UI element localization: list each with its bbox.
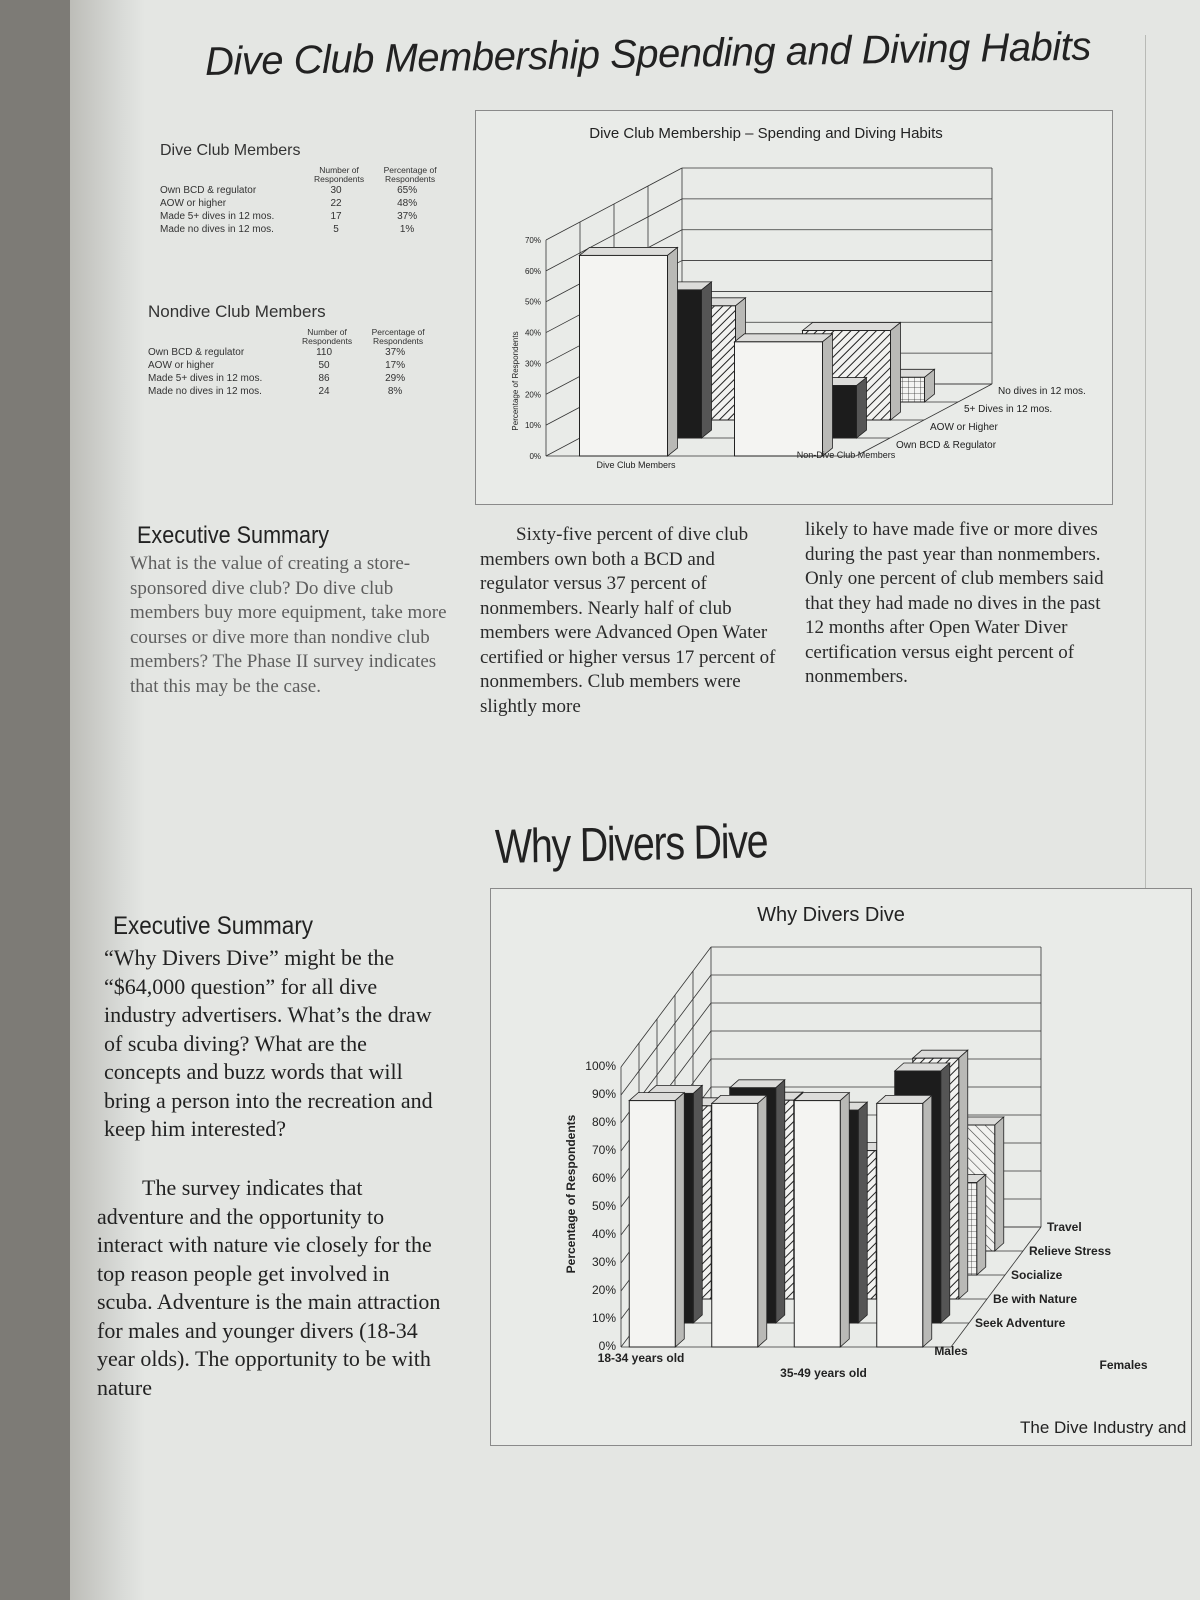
y-tick-label: 20% bbox=[591, 1283, 616, 1297]
x-tick-label: Non-Dive Club Members bbox=[796, 450, 896, 460]
row-number: 30 bbox=[330, 185, 342, 196]
y-axis-label: Percentage of Respondents bbox=[511, 331, 520, 431]
y-tick-label: 0% bbox=[598, 1339, 616, 1353]
y-tick-label: 10% bbox=[524, 421, 541, 431]
y-axis-label: Percentage of Respondents bbox=[564, 1114, 578, 1274]
table-row bbox=[160, 210, 448, 223]
y-tick-label: 30% bbox=[524, 359, 541, 369]
page-footer: The Dive Industry and bbox=[1020, 1418, 1187, 1437]
y-tick-label: 100% bbox=[585, 1059, 616, 1073]
y-tick-label: 20% bbox=[524, 390, 541, 400]
row-number: 86 bbox=[318, 373, 330, 384]
x-tick-label: Males bbox=[934, 1344, 968, 1358]
y-tick-label: 90% bbox=[591, 1087, 616, 1101]
row-number: 5 bbox=[333, 224, 339, 235]
row-percent: 17% bbox=[385, 360, 406, 371]
row-label: Made no dives in 12 mos. bbox=[148, 386, 262, 397]
y-tick-label: 80% bbox=[591, 1115, 616, 1129]
legend-label: 5+ Dives in 12 mos. bbox=[964, 404, 1053, 415]
table-row bbox=[148, 359, 436, 372]
y-tick-label: 30% bbox=[591, 1255, 616, 1269]
summary-column-3: likely to have made five or more dives during the past year than nonmembers. Only one percent of club members said that they had made no dives in the past 12 months after Open Water Diver certification versus eight percent of nonmembers. bbox=[805, 519, 1104, 687]
legend-label: AOW or Higher bbox=[930, 422, 998, 433]
summary-heading-2: Executive Summary bbox=[113, 912, 314, 940]
club-members-table bbox=[160, 142, 448, 236]
x-tick-label: Dive Club Members bbox=[596, 460, 676, 470]
nonclub-col-percent: Percentage of Respondents bbox=[371, 327, 425, 346]
y-tick-label: 40% bbox=[591, 1227, 616, 1241]
table-row bbox=[160, 223, 448, 236]
summary2-paragraph-1: “Why Divers Dive” might be the “$64,000 question” for all dive industry advertisers. What’s the draw of scuba diving? What are the concepts and buzz words that will bring a person into the recreation and keep him interested? bbox=[104, 945, 433, 1141]
club-table-title: Dive Club Members bbox=[160, 142, 301, 159]
legend-label: Seek Adventure bbox=[975, 1316, 1066, 1330]
row-number: 50 bbox=[318, 360, 330, 371]
nonclub-members-table bbox=[148, 302, 436, 398]
why-divers-dive-chart-svg bbox=[491, 889, 1191, 1445]
row-label: AOW or higher bbox=[148, 360, 215, 371]
section-title: Why Divers Dive bbox=[494, 815, 768, 874]
x-tick-label: 18-34 years old bbox=[597, 1351, 685, 1365]
y-tick-label: 60% bbox=[524, 266, 541, 276]
row-number: 110 bbox=[316, 347, 333, 358]
legend-label: Own BCD & Regulator bbox=[896, 440, 997, 451]
y-tick-label: 10% bbox=[591, 1311, 616, 1325]
legend-label: Socialize bbox=[1011, 1268, 1063, 1282]
nonclub-col-number: Number of Respondents bbox=[302, 327, 353, 346]
row-label: Own BCD & regulator bbox=[148, 347, 245, 358]
club-col-number: Number of Respondents bbox=[314, 165, 365, 184]
table-row bbox=[148, 385, 436, 398]
legend-label: Be with Nature bbox=[993, 1292, 1078, 1306]
row-percent: 8% bbox=[387, 386, 403, 397]
row-number: 24 bbox=[318, 386, 330, 397]
dive-club-chart bbox=[475, 110, 1113, 505]
row-percent: 37% bbox=[385, 347, 406, 358]
nonclub-table-title: Nondive Club Members bbox=[148, 302, 326, 321]
why-divers-dive-chart bbox=[490, 888, 1192, 1446]
summary2-paragraph-2: The survey indicates that adventure and the opportunity to interact with nature vie closely for the top reason people get involved in scuba. Adventure is the main attraction for males and younger divers (18-34 year olds). The opportunity to be with nature bbox=[97, 1175, 441, 1400]
row-label: Made no dives in 12 mos. bbox=[160, 224, 274, 235]
summary-column-1: What is the value of creating a store-sponsored dive club? Do dive club members buy more equipment, take more courses or dive more than nondive club members? The Phase II survey indicates that this may be the case. bbox=[130, 553, 447, 697]
legend-label: Travel bbox=[1047, 1220, 1082, 1234]
row-percent: 48% bbox=[397, 198, 418, 209]
y-tick-label: 40% bbox=[524, 328, 541, 338]
row-label: AOW or higher bbox=[160, 198, 227, 209]
bar bbox=[877, 1095, 932, 1347]
table-row bbox=[160, 184, 448, 197]
y-tick-label: 50% bbox=[591, 1199, 616, 1213]
row-label: Own BCD & regulator bbox=[160, 185, 257, 196]
bar bbox=[629, 1093, 684, 1347]
y-tick-label: 0% bbox=[529, 452, 541, 461]
row-percent: 29% bbox=[385, 373, 406, 384]
table-row bbox=[148, 372, 436, 385]
table-row bbox=[160, 197, 448, 210]
summary-column-2: Sixty-five percent of dive club members own both a BCD and regulator versus 37 percent of nonmembers. Nearly half of club members were Advanced Open Water certified or higher versus 17 percent of nonmembers. Club members were slightly more bbox=[480, 524, 776, 717]
y-tick-label: 70% bbox=[524, 236, 541, 245]
legend-label: No dives in 12 mos. bbox=[998, 386, 1086, 397]
row-percent: 1% bbox=[399, 224, 415, 235]
bar bbox=[712, 1095, 767, 1347]
chart-title: Dive Club Membership – Spending and Diving Habits bbox=[589, 125, 943, 142]
legend-label: Relieve Stress bbox=[1029, 1244, 1112, 1258]
row-number: 22 bbox=[330, 198, 342, 209]
y-tick-label: 50% bbox=[524, 297, 541, 307]
club-col-percent: Percentage of Respondents bbox=[383, 165, 437, 184]
y-tick-label: 60% bbox=[591, 1171, 616, 1185]
bar bbox=[580, 247, 678, 456]
x-tick-label: Females bbox=[1099, 1358, 1148, 1372]
bar bbox=[735, 334, 833, 456]
row-percent: 65% bbox=[397, 185, 418, 196]
row-label: Made 5+ dives in 12 mos. bbox=[160, 211, 275, 222]
dive-club-chart-svg bbox=[476, 111, 1112, 504]
row-number: 17 bbox=[330, 211, 342, 222]
summary-heading: Executive Summary bbox=[137, 522, 330, 549]
row-label: Made 5+ dives in 12 mos. bbox=[148, 373, 263, 384]
y-tick-label: 70% bbox=[591, 1143, 616, 1157]
chart-title: Why Divers Dive bbox=[757, 904, 905, 926]
x-tick-label: 35-49 years old bbox=[780, 1366, 867, 1380]
row-percent: 37% bbox=[397, 211, 418, 222]
table-row bbox=[148, 346, 436, 359]
page-title: Dive Club Membership Spending and Diving Habits bbox=[204, 24, 1092, 84]
bar bbox=[794, 1093, 849, 1347]
